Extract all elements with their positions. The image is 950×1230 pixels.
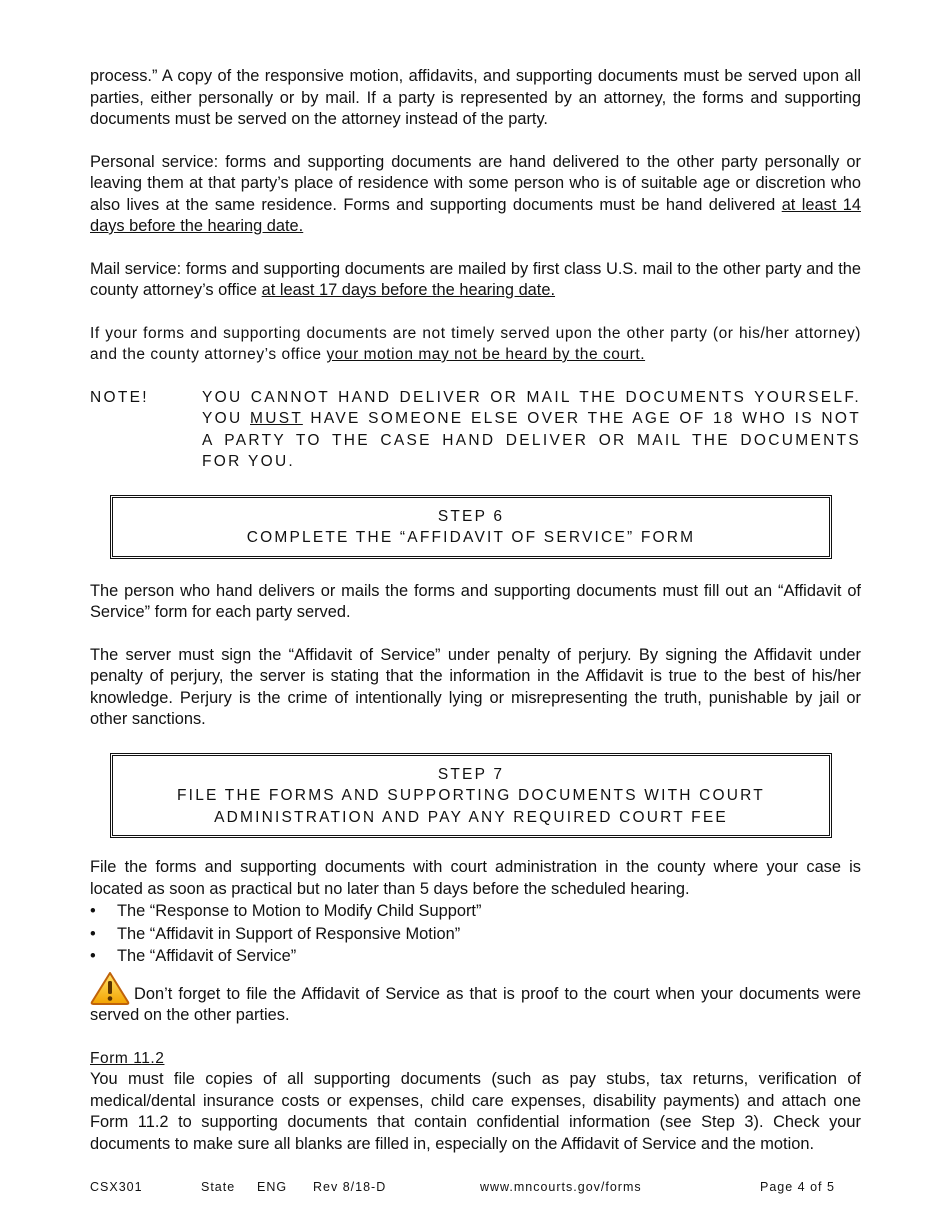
step6-paragraph-2: The server must sign the “Affidavit of Service” under penalty of perjury. By signing the Affidavit under penalty of perjury, the server is stating that the information in the Affidavit is true to the best of his/her knowledge. Perjury is the crime of intentionally lying or misrepresenting the truth, punishable by jail or other sanctions.: [90, 645, 861, 728]
note-line1: YOU CANNOT HAND DELIVER OR MAIL THE DOCUMENTS YOURSELF. YOU: [202, 388, 861, 427]
step6-paragraph-1: The person who hand delivers or mails the forms and supporting documents must fill out an “Affidavit of Service” form for each party served.: [90, 581, 861, 621]
step7-paragraph-1: File the forms and supporting documents with court administration in the county where your case is located as soon as practical but no later than 5 days before the scheduled hearing.: [90, 858, 861, 898]
bullet-dot: •: [90, 902, 96, 920]
bullet-dot: •: [90, 947, 96, 965]
step6-number: STEP 6: [437, 507, 505, 525]
footer-page-number: Page 4 of 5: [760, 1180, 835, 1194]
footer-form-id: CSX301: [90, 1180, 143, 1194]
footer-revision: Rev 8/18-D: [313, 1180, 387, 1194]
footer-url[interactable]: www.mncourts.gov/forms: [480, 1180, 642, 1194]
document-page: [90, 66, 861, 1155]
intro-paragraph: process.” A copy of the responsive motion, affidavits, and supporting documents must be served upon all parties, either personally or by mail. If a party is represented by an attorney, the forms and supporting documents must be served on the attorney instead of the party.: [90, 67, 861, 128]
step7-title-line1: FILE THE FORMS AND SUPPORTING DOCUMENTS WITH COURT: [177, 787, 765, 804]
warning-text: Don’t forget to file the Affidavit of Service as that is proof to the court when your documents were served on the other parties.: [90, 984, 861, 1024]
step7-number: STEP 7: [437, 765, 505, 783]
required-forms-list: [90, 900, 861, 968]
form112-heading: Form 11.2: [90, 1049, 165, 1067]
step7-heading-box: [110, 753, 832, 839]
warning-paragraph: [90, 971, 861, 1027]
list-item: • The “Affidavit of Service”: [90, 945, 861, 968]
footer-state: State: [201, 1180, 236, 1194]
timely-service-warning: your motion may not be heard by the court.: [326, 346, 646, 363]
note-block: [90, 387, 861, 473]
footer-language: ENG: [257, 1180, 288, 1194]
note-text: [202, 387, 861, 473]
note-must: MUST: [250, 410, 303, 427]
personal-service-paragraph: [90, 152, 861, 238]
mail-service-paragraph: [90, 259, 861, 302]
personal-service-text: Personal service: forms and supporting documents are hand delivered to the other party personally or leaving them at that party’s place of residence with some person who is of suitable age or discretion who also lives at the same residence. Forms and supporting documents must be hand delivered: [90, 152, 861, 214]
form112-paragraph: You must file copies of all supporting documents (such as pay stubs, tax returns, verification of medical/dental insurance costs or expenses, child care expenses, disability payments) and attach one Form 11.2 to supporting documents that contain confidential information (see Step 3). Check your documents to make sure all blanks are filled in, especially on the Affidavit of Service and the motion.: [90, 1070, 861, 1153]
personal-service-deadline: at least 14 days before the hearing date.: [90, 195, 861, 235]
page-footer: [90, 1180, 861, 1198]
list-item: • The “Affidavit in Support of Responsive Motion”: [90, 923, 861, 946]
step7-title-line2: ADMINISTRATION AND PAY ANY REQUIRED COURT FEE: [214, 808, 728, 826]
warning-triangle-icon: [90, 971, 130, 1003]
step6-heading-box: [110, 495, 832, 559]
timely-service-text: If your forms and supporting documents are not timely served upon the other party (or his/her attorney) and the county attorney’s office: [90, 324, 861, 363]
note-line2: HAVE SOMEONE ELSE OVER THE AGE OF 18 WHO IS NOT A PARTY TO THE CASE HAND DELIVER OR MAIL THE DOCUMENTS FOR YOU.: [202, 410, 861, 470]
list-item: • The “Response to Motion to Modify Child Support”: [90, 900, 861, 923]
mail-service-text: Mail service: forms and supporting documents are mailed by first class U.S. mail to the other party and the county attorney’s office: [90, 259, 861, 299]
note-label: NOTE!: [90, 388, 149, 406]
mail-service-deadline: at least 17 days before the hearing date.: [261, 281, 556, 299]
timely-service-paragraph: [90, 323, 861, 366]
bullet-dot: •: [90, 924, 96, 943]
step6-title: COMPLETE THE “AFFIDAVIT OF SERVICE” FORM: [246, 529, 696, 546]
